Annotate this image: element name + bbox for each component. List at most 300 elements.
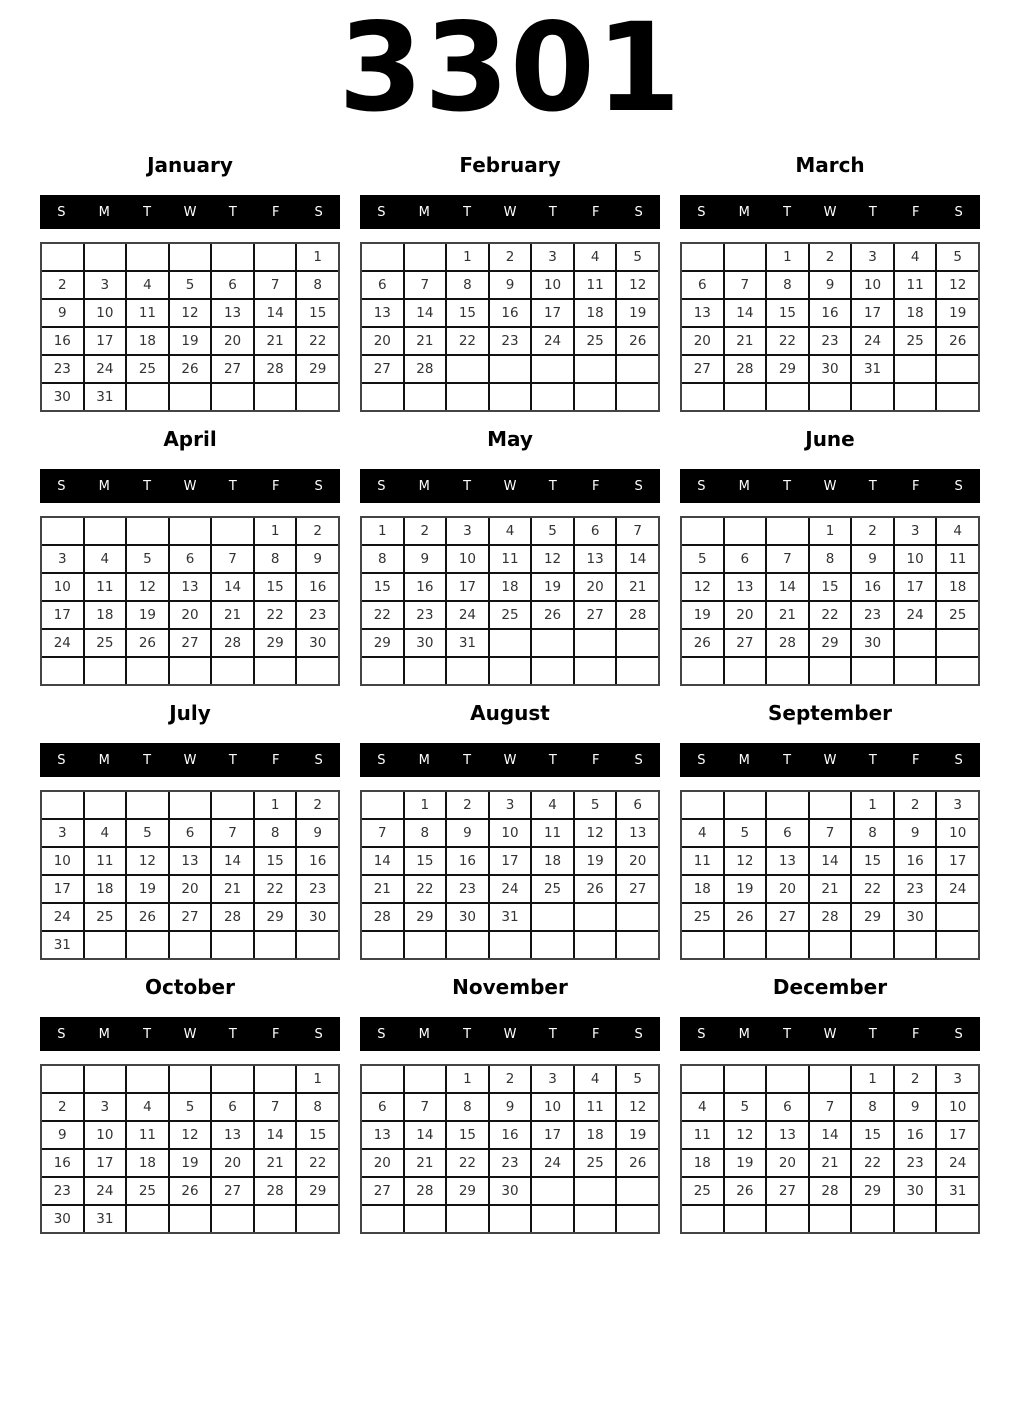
- date-cell: 23: [810, 328, 851, 354]
- date-cell: 5: [170, 1094, 211, 1120]
- date-cell: [490, 932, 531, 958]
- date-cell: 3: [532, 244, 573, 270]
- date-cell: 6: [362, 272, 403, 298]
- date-cell: 23: [447, 876, 488, 902]
- date-cell: [532, 1178, 573, 1204]
- date-cell: 4: [682, 820, 723, 846]
- date-cell: 28: [405, 356, 446, 382]
- date-cell: 1: [852, 792, 893, 818]
- date-cell: [767, 932, 808, 958]
- weekday-label: W: [183, 478, 197, 494]
- date-cell: 24: [937, 876, 978, 902]
- date-cell: [405, 1206, 446, 1232]
- date-cell: 6: [617, 792, 658, 818]
- date-cell: 19: [170, 328, 211, 354]
- date-cell: 24: [895, 602, 936, 628]
- date-cell: [212, 1066, 253, 1092]
- date-cell: 25: [490, 602, 531, 628]
- weekday-label: M: [98, 204, 110, 220]
- date-cell: 28: [725, 356, 766, 382]
- date-cell: 18: [575, 300, 616, 326]
- date-cell: 18: [937, 574, 978, 600]
- date-cell: [127, 244, 168, 270]
- month-name: September: [768, 701, 892, 726]
- date-cell: 12: [575, 820, 616, 846]
- date-cell: 22: [297, 1150, 338, 1176]
- date-cell: 29: [362, 630, 403, 656]
- date-cell: 27: [362, 356, 403, 382]
- date-cell: 27: [170, 904, 211, 930]
- date-cell: 18: [682, 1150, 723, 1176]
- date-cell: 1: [447, 1066, 488, 1092]
- date-cell: 2: [852, 518, 893, 544]
- date-cell: [490, 630, 531, 656]
- date-cell: 15: [362, 574, 403, 600]
- date-cell: [212, 658, 253, 684]
- date-cell: 12: [532, 546, 573, 572]
- date-cell: 9: [895, 1094, 936, 1120]
- date-cell: 27: [725, 630, 766, 656]
- date-cell: 11: [682, 848, 723, 874]
- date-cell: [575, 658, 616, 684]
- date-cell: [810, 792, 851, 818]
- date-cell: [127, 384, 168, 410]
- date-cell: 11: [532, 820, 573, 846]
- date-cell: [617, 384, 658, 410]
- date-cell: 17: [42, 602, 83, 628]
- date-cell: 11: [127, 300, 168, 326]
- date-cell: 11: [127, 1122, 168, 1148]
- date-cell: 20: [682, 328, 723, 354]
- date-cell: 3: [937, 1066, 978, 1092]
- weekday-label: W: [183, 752, 197, 768]
- date-cell: 10: [490, 820, 531, 846]
- date-cell: [447, 932, 488, 958]
- date-cell: [42, 658, 83, 684]
- date-cell: [532, 630, 573, 656]
- date-cell: [532, 658, 573, 684]
- date-cell: 7: [212, 546, 253, 572]
- date-cell: 22: [810, 602, 851, 628]
- date-cell: 29: [852, 904, 893, 930]
- date-cell: [767, 384, 808, 410]
- date-cell: 26: [617, 1150, 658, 1176]
- date-cell: 24: [490, 876, 531, 902]
- date-cell: [42, 1066, 83, 1092]
- month-block: [40, 960, 340, 1234]
- date-cell: 29: [810, 630, 851, 656]
- date-cell: 8: [297, 272, 338, 298]
- date-cell: 3: [937, 792, 978, 818]
- date-cell: 6: [725, 546, 766, 572]
- date-cell: [682, 244, 723, 270]
- weekday-label: S: [954, 1026, 963, 1042]
- date-cell: 27: [682, 356, 723, 382]
- weekday-label: M: [98, 478, 110, 494]
- date-cell: [42, 244, 83, 270]
- date-cell: 18: [85, 602, 126, 628]
- weekday-label: S: [697, 1026, 706, 1042]
- date-cell: 12: [170, 300, 211, 326]
- date-cell: 8: [852, 820, 893, 846]
- date-cell: 4: [532, 792, 573, 818]
- month-block: [40, 686, 340, 960]
- weekday-label: T: [463, 478, 472, 494]
- date-cell: 30: [895, 1178, 936, 1204]
- date-cell: [532, 904, 573, 930]
- weekday-label: F: [591, 1026, 600, 1042]
- date-cell: 20: [170, 876, 211, 902]
- date-cell: [490, 356, 531, 382]
- date-cell: [725, 658, 766, 684]
- month-block: [680, 960, 980, 1234]
- date-cell: 22: [362, 602, 403, 628]
- date-cell: 7: [405, 1094, 446, 1120]
- date-cell: [725, 244, 766, 270]
- date-cell: 1: [297, 1066, 338, 1092]
- date-cell: 6: [767, 1094, 808, 1120]
- date-cell: 1: [405, 792, 446, 818]
- dates-grid: [40, 242, 340, 412]
- date-cell: 1: [297, 244, 338, 270]
- date-cell: [297, 658, 338, 684]
- date-cell: 29: [405, 904, 446, 930]
- dates-grid: [680, 242, 980, 412]
- date-cell: [362, 1206, 403, 1232]
- date-cell: 21: [212, 876, 253, 902]
- weekday-label: T: [143, 478, 152, 494]
- date-cell: 15: [255, 574, 296, 600]
- weekday-label: W: [503, 752, 517, 768]
- date-cell: 31: [447, 630, 488, 656]
- weekday-label: S: [377, 1026, 386, 1042]
- date-cell: 21: [725, 328, 766, 354]
- date-cell: [937, 932, 978, 958]
- date-cell: 1: [767, 244, 808, 270]
- date-cell: [212, 792, 253, 818]
- weekday-label: T: [868, 478, 877, 494]
- date-cell: [617, 1178, 658, 1204]
- date-cell: 27: [767, 1178, 808, 1204]
- date-cell: [255, 1206, 296, 1232]
- date-cell: 14: [362, 848, 403, 874]
- date-cell: 3: [85, 1094, 126, 1120]
- date-cell: 26: [127, 630, 168, 656]
- date-cell: 28: [362, 904, 403, 930]
- date-cell: 17: [532, 1122, 573, 1148]
- date-cell: 30: [490, 1178, 531, 1204]
- date-cell: 28: [212, 904, 253, 930]
- date-cell: 30: [42, 384, 83, 410]
- date-cell: [895, 932, 936, 958]
- date-cell: 17: [85, 328, 126, 354]
- date-cell: 3: [532, 1066, 573, 1092]
- date-cell: 3: [447, 518, 488, 544]
- date-cell: [127, 792, 168, 818]
- date-cell: [212, 244, 253, 270]
- weekday-label: S: [697, 204, 706, 220]
- weekday-label: M: [418, 752, 430, 768]
- month-name: April: [163, 427, 217, 452]
- date-cell: 23: [297, 876, 338, 902]
- weekday-label: F: [591, 752, 600, 768]
- date-cell: 26: [617, 328, 658, 354]
- date-cell: 23: [42, 356, 83, 382]
- date-cell: [617, 904, 658, 930]
- date-cell: 21: [810, 876, 851, 902]
- date-cell: [405, 658, 446, 684]
- date-cell: 16: [297, 574, 338, 600]
- weekday-label: T: [463, 204, 472, 220]
- date-cell: [127, 1066, 168, 1092]
- date-cell: 13: [767, 848, 808, 874]
- date-cell: [447, 658, 488, 684]
- date-cell: 28: [617, 602, 658, 628]
- date-cell: 10: [42, 574, 83, 600]
- date-cell: [575, 1178, 616, 1204]
- date-cell: 15: [405, 848, 446, 874]
- date-cell: 2: [490, 1066, 531, 1092]
- date-cell: [575, 384, 616, 410]
- date-cell: 31: [85, 1206, 126, 1232]
- date-cell: 19: [575, 848, 616, 874]
- month-block: [360, 138, 660, 412]
- date-cell: [682, 1066, 723, 1092]
- month-name: January: [147, 153, 233, 178]
- weekday-label: T: [228, 752, 237, 768]
- date-cell: 3: [895, 518, 936, 544]
- date-cell: [810, 1206, 851, 1232]
- year-title: 3301: [338, 0, 682, 139]
- date-cell: 12: [725, 1122, 766, 1148]
- weekday-label: T: [228, 1026, 237, 1042]
- date-cell: 26: [725, 1178, 766, 1204]
- date-cell: 31: [85, 384, 126, 410]
- date-cell: 6: [170, 820, 211, 846]
- date-cell: [212, 1206, 253, 1232]
- dates-grid: [40, 790, 340, 960]
- date-cell: [170, 244, 211, 270]
- date-cell: 17: [447, 574, 488, 600]
- date-cell: 29: [255, 630, 296, 656]
- date-cell: 16: [895, 848, 936, 874]
- weekday-label: F: [271, 752, 280, 768]
- date-cell: 22: [447, 1150, 488, 1176]
- date-cell: [810, 384, 851, 410]
- date-cell: 22: [852, 876, 893, 902]
- date-cell: [810, 658, 851, 684]
- date-cell: 10: [937, 1094, 978, 1120]
- date-cell: [255, 244, 296, 270]
- date-cell: 1: [255, 518, 296, 544]
- date-cell: 26: [170, 356, 211, 382]
- date-cell: [725, 384, 766, 410]
- date-cell: 15: [447, 1122, 488, 1148]
- weekday-header-row: [40, 743, 340, 777]
- date-cell: 15: [852, 1122, 893, 1148]
- weekday-label: F: [911, 204, 920, 220]
- date-cell: [682, 518, 723, 544]
- date-cell: 6: [767, 820, 808, 846]
- date-cell: 12: [170, 1122, 211, 1148]
- date-cell: [575, 904, 616, 930]
- date-cell: [85, 658, 126, 684]
- date-cell: 3: [852, 244, 893, 270]
- date-cell: [575, 630, 616, 656]
- date-cell: 11: [85, 574, 126, 600]
- date-cell: [895, 630, 936, 656]
- weekday-label: M: [738, 1026, 750, 1042]
- date-cell: [852, 932, 893, 958]
- month-block: [360, 960, 660, 1234]
- weekday-label: W: [183, 204, 197, 220]
- date-cell: 23: [895, 876, 936, 902]
- date-cell: 4: [895, 244, 936, 270]
- date-cell: 16: [297, 848, 338, 874]
- date-cell: 2: [490, 244, 531, 270]
- date-cell: 14: [255, 300, 296, 326]
- date-cell: 5: [617, 244, 658, 270]
- date-cell: 12: [682, 574, 723, 600]
- date-cell: 9: [405, 546, 446, 572]
- date-cell: [362, 384, 403, 410]
- date-cell: 11: [937, 546, 978, 572]
- date-cell: 13: [212, 300, 253, 326]
- date-cell: 30: [895, 904, 936, 930]
- date-cell: 21: [362, 876, 403, 902]
- date-cell: 21: [212, 602, 253, 628]
- weekday-header-row: [40, 469, 340, 503]
- weekday-label: M: [418, 478, 430, 494]
- date-cell: 13: [212, 1122, 253, 1148]
- date-cell: 12: [127, 574, 168, 600]
- date-cell: 9: [42, 300, 83, 326]
- date-cell: 28: [212, 630, 253, 656]
- date-cell: 12: [127, 848, 168, 874]
- date-cell: 16: [405, 574, 446, 600]
- date-cell: [725, 932, 766, 958]
- date-cell: [575, 1206, 616, 1232]
- weekday-label: W: [823, 1026, 837, 1042]
- date-cell: [127, 1206, 168, 1232]
- weekday-label: S: [314, 204, 323, 220]
- date-cell: 12: [725, 848, 766, 874]
- weekday-label: S: [634, 204, 643, 220]
- month-name: May: [487, 427, 533, 452]
- date-cell: 15: [297, 1122, 338, 1148]
- date-cell: 11: [490, 546, 531, 572]
- date-cell: [170, 932, 211, 958]
- date-cell: 17: [937, 848, 978, 874]
- date-cell: [575, 932, 616, 958]
- date-cell: [682, 1206, 723, 1232]
- date-cell: [810, 932, 851, 958]
- weekday-label: M: [98, 1026, 110, 1042]
- date-cell: [895, 356, 936, 382]
- date-cell: 19: [170, 1150, 211, 1176]
- date-cell: 5: [532, 518, 573, 544]
- date-cell: 17: [85, 1150, 126, 1176]
- date-cell: [255, 658, 296, 684]
- weekday-label: T: [548, 204, 557, 220]
- date-cell: 26: [532, 602, 573, 628]
- date-cell: 4: [682, 1094, 723, 1120]
- weekday-header-row: [360, 469, 660, 503]
- date-cell: [682, 658, 723, 684]
- weekday-label: T: [868, 1026, 877, 1042]
- date-cell: 31: [42, 932, 83, 958]
- date-cell: 13: [170, 848, 211, 874]
- date-cell: [447, 384, 488, 410]
- date-cell: [532, 932, 573, 958]
- date-cell: 7: [810, 1094, 851, 1120]
- month-name: June: [805, 427, 855, 452]
- date-cell: 28: [255, 356, 296, 382]
- date-cell: 25: [682, 904, 723, 930]
- date-cell: 19: [127, 602, 168, 628]
- date-cell: 2: [895, 1066, 936, 1092]
- date-cell: [617, 1206, 658, 1232]
- weekday-label: S: [954, 478, 963, 494]
- date-cell: [767, 1206, 808, 1232]
- date-cell: [170, 1206, 211, 1232]
- date-cell: [937, 658, 978, 684]
- date-cell: 11: [682, 1122, 723, 1148]
- date-cell: 5: [725, 1094, 766, 1120]
- date-cell: [85, 792, 126, 818]
- weekday-label: T: [783, 478, 792, 494]
- date-cell: 9: [490, 1094, 531, 1120]
- date-cell: 14: [212, 574, 253, 600]
- date-cell: [725, 792, 766, 818]
- date-cell: 26: [575, 876, 616, 902]
- date-cell: [170, 384, 211, 410]
- date-cell: [405, 384, 446, 410]
- date-cell: 14: [405, 300, 446, 326]
- date-cell: 8: [405, 820, 446, 846]
- date-cell: 16: [42, 1150, 83, 1176]
- date-cell: 13: [170, 574, 211, 600]
- date-cell: 21: [255, 1150, 296, 1176]
- date-cell: 13: [362, 300, 403, 326]
- date-cell: 6: [212, 272, 253, 298]
- date-cell: 4: [937, 518, 978, 544]
- weekday-label: S: [634, 1026, 643, 1042]
- date-cell: [682, 932, 723, 958]
- date-cell: 30: [42, 1206, 83, 1232]
- date-cell: 18: [682, 876, 723, 902]
- date-cell: 10: [852, 272, 893, 298]
- date-cell: 19: [725, 1150, 766, 1176]
- date-cell: 3: [42, 546, 83, 572]
- date-cell: 14: [255, 1122, 296, 1148]
- weekday-label: S: [954, 204, 963, 220]
- date-cell: 18: [490, 574, 531, 600]
- weekday-header-row: [680, 743, 980, 777]
- date-cell: [490, 1206, 531, 1232]
- date-cell: 13: [362, 1122, 403, 1148]
- date-cell: 24: [852, 328, 893, 354]
- date-cell: 4: [127, 272, 168, 298]
- date-cell: [810, 1066, 851, 1092]
- date-cell: 15: [447, 300, 488, 326]
- date-cell: 18: [127, 1150, 168, 1176]
- date-cell: 8: [255, 546, 296, 572]
- weekday-label: W: [823, 478, 837, 494]
- date-cell: 15: [297, 300, 338, 326]
- date-cell: [490, 658, 531, 684]
- weekday-label: S: [314, 478, 323, 494]
